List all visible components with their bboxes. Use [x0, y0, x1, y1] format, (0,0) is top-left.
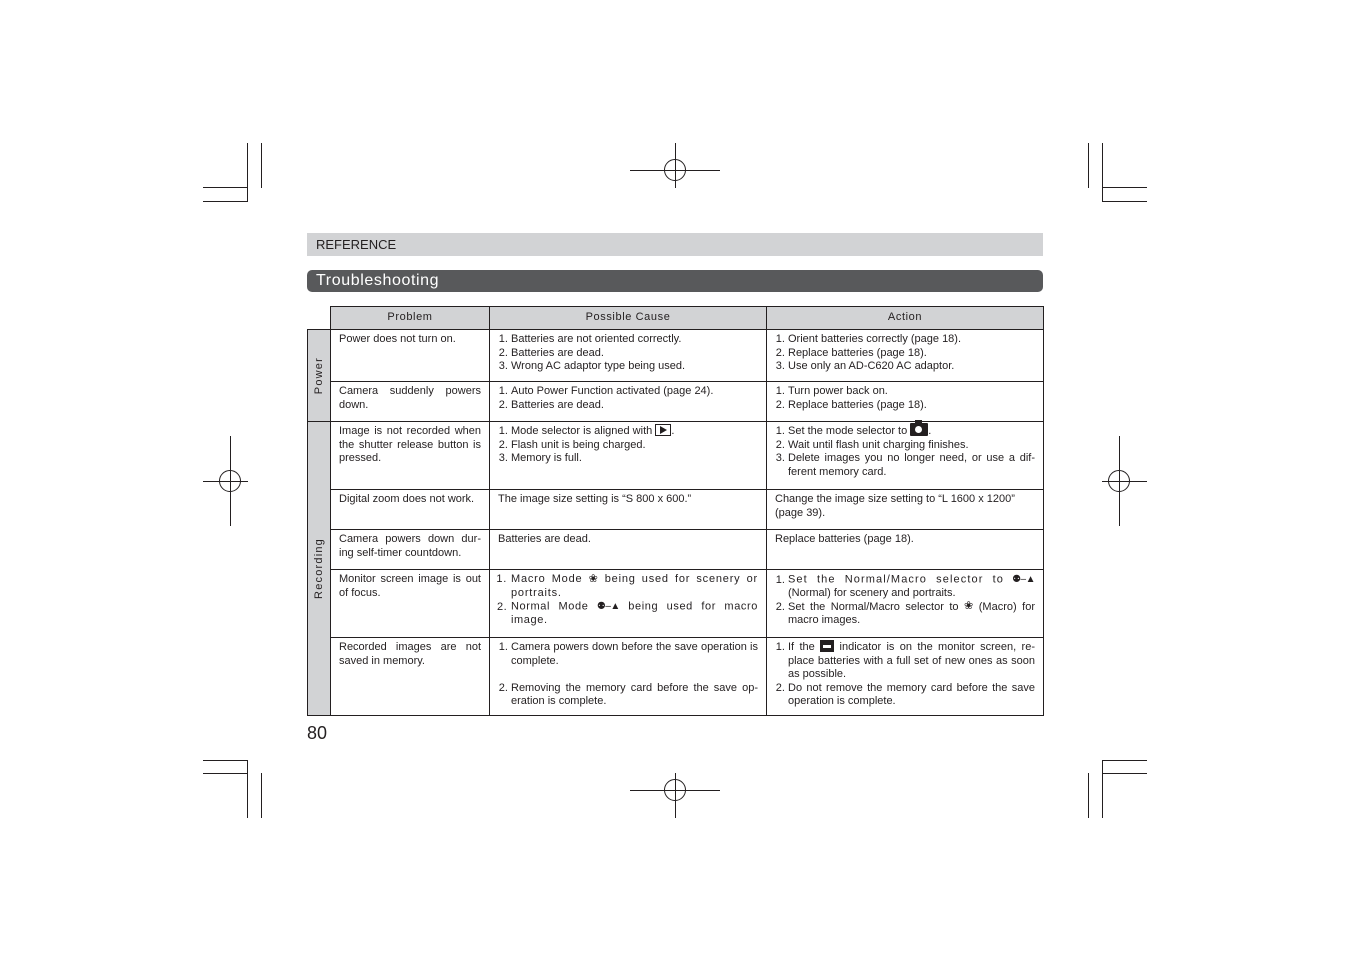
page-number: 80: [307, 723, 328, 743]
memory-card-icon: [820, 640, 834, 652]
table-row: [308, 530, 1044, 570]
table-row: [308, 570, 1044, 638]
header-problem: Problem: [331, 307, 490, 330]
list-item-text: (Normal) for scenery and portraits.: [788, 587, 956, 600]
problem-cell: Monitor screen image is out of focus.: [331, 570, 490, 638]
problem-cell: Camera powers down dur- ing self-timer countdown.: [331, 530, 490, 570]
list-item-text: Set the Normal/Macro selector to: [788, 573, 1004, 586]
list-item: 2. Replace batteries (page 18).: [788, 347, 1035, 361]
list-item: 2. Batteries are dead.: [511, 347, 758, 361]
problem-cell: Recorded images are not saved in memory.: [331, 638, 490, 716]
list-item: 1. Batteries are not oriented correctly.: [511, 333, 758, 347]
action-cell: Change the image size setting to “L 1600 x 1200” (page 39).: [767, 490, 1044, 530]
cause-cell: [490, 638, 767, 716]
list-item: [511, 600, 758, 628]
table-row: [308, 638, 1044, 716]
action-cell: Replace batteries (page 18).: [767, 530, 1044, 570]
troubleshooting-table: [307, 306, 1044, 716]
problem-cell: Camera suddenly powers down.: [331, 382, 490, 422]
problem-cell: Digital zoom does not work.: [331, 490, 490, 530]
macro-icon: ❀: [964, 600, 974, 613]
cause-cell: [490, 330, 767, 382]
cause-cell: [490, 422, 767, 490]
header-blank: [308, 307, 331, 330]
list-item: 1. Turn power back on.: [788, 385, 1035, 399]
list-item-text: If the: [788, 641, 815, 653]
problem-cell: Image is not recorded when the shutter release button is pressed.: [331, 422, 490, 490]
list-item: 2. Replace batteries (page 18).: [788, 399, 1035, 413]
normal-mode-icon: ⚉–▲: [596, 601, 620, 613]
list-item-text: Macro Mode: [511, 573, 583, 585]
table-row: [308, 422, 1044, 490]
cause-cell: The image size setting is “S 800 x 600.”: [490, 490, 767, 530]
list-item: 1. Camera powers down before the save operation is complete.: [511, 641, 758, 668]
header-action: Action: [767, 307, 1044, 330]
list-item: 1. Set the mode selector to .: [788, 425, 1035, 439]
cause-cell: [490, 382, 767, 422]
cause-cell: [490, 570, 767, 638]
action-cell: [767, 382, 1044, 422]
list-item-text: indicator is on the monitor screen, re- place batteries with a full set of new ones as soon as possible.: [788, 641, 1035, 681]
play-mode-icon: [655, 424, 671, 436]
list-item: 3. Use only an AD-C620 AC adaptor.: [788, 360, 1035, 374]
table-header-row: [308, 307, 1044, 330]
list-item: 1. Orient batteries correctly (page 18).: [788, 333, 1035, 347]
list-item: 2. Batteries are dead.: [511, 399, 758, 413]
category-power-label: Power: [313, 356, 325, 395]
list-item: 2. Wait until flash unit charging finishes.: [788, 439, 1035, 453]
category-recording: [308, 422, 331, 716]
camera-mode-icon: [910, 423, 928, 436]
table-row: [308, 382, 1044, 422]
normal-mode-icon: ⚉–▲: [1012, 574, 1035, 585]
header-possible-cause: Possible Cause: [490, 307, 767, 330]
list-item: 3. Wrong AC adaptor type being used.: [511, 360, 758, 374]
list-item: 3. Memory is full.: [511, 452, 758, 466]
list-item-text: being used for scenery or portraits.: [511, 573, 758, 599]
macro-icon: ❀: [588, 572, 599, 585]
action-cell: [767, 570, 1044, 638]
page-title: Troubleshooting: [316, 272, 440, 289]
list-item-text: Normal Mode: [511, 600, 589, 613]
page-title-bar: [307, 270, 1043, 292]
table-row: [308, 490, 1044, 530]
list-item-text: Set the Normal/Macro selector to: [788, 600, 959, 613]
list-item: 2. Removing the memory card before the save op- eration is complete.: [511, 682, 758, 709]
section-header: [307, 233, 1043, 256]
list-item-text: Mode selector is aligned with: [511, 425, 653, 437]
category-power: [308, 330, 331, 422]
list-item: 1. Auto Power Function activated (page 24).: [511, 385, 758, 399]
list-item: [511, 573, 758, 600]
cause-cell: Batteries are dead.: [490, 530, 767, 570]
action-cell: [767, 638, 1044, 716]
action-cell: [767, 330, 1044, 382]
list-item: [788, 641, 1035, 682]
section-label: REFERENCE: [316, 237, 397, 252]
category-recording-label: Recording: [313, 538, 325, 599]
list-item-text: Set the mode selector to: [788, 425, 908, 437]
list-item-text: being used for macro image.: [511, 600, 758, 627]
list-item: 1. Mode selector is aligned with .: [511, 425, 758, 439]
action-cell: [767, 422, 1044, 490]
problem-cell: Power does not turn on.: [331, 330, 490, 382]
table-row: [308, 330, 1044, 382]
list-item: [788, 601, 1035, 628]
list-item: 3. Delete images you no longer need, or use a dif- ferent memory card.: [788, 452, 1035, 479]
list-item-text: (Macro) for macro images.: [788, 600, 1035, 627]
list-item: 2. Flash unit is being charged.: [511, 439, 758, 453]
list-item: 2. Do not remove the memory card before the save operation is complete.: [788, 682, 1035, 709]
list-item: [788, 573, 1035, 601]
